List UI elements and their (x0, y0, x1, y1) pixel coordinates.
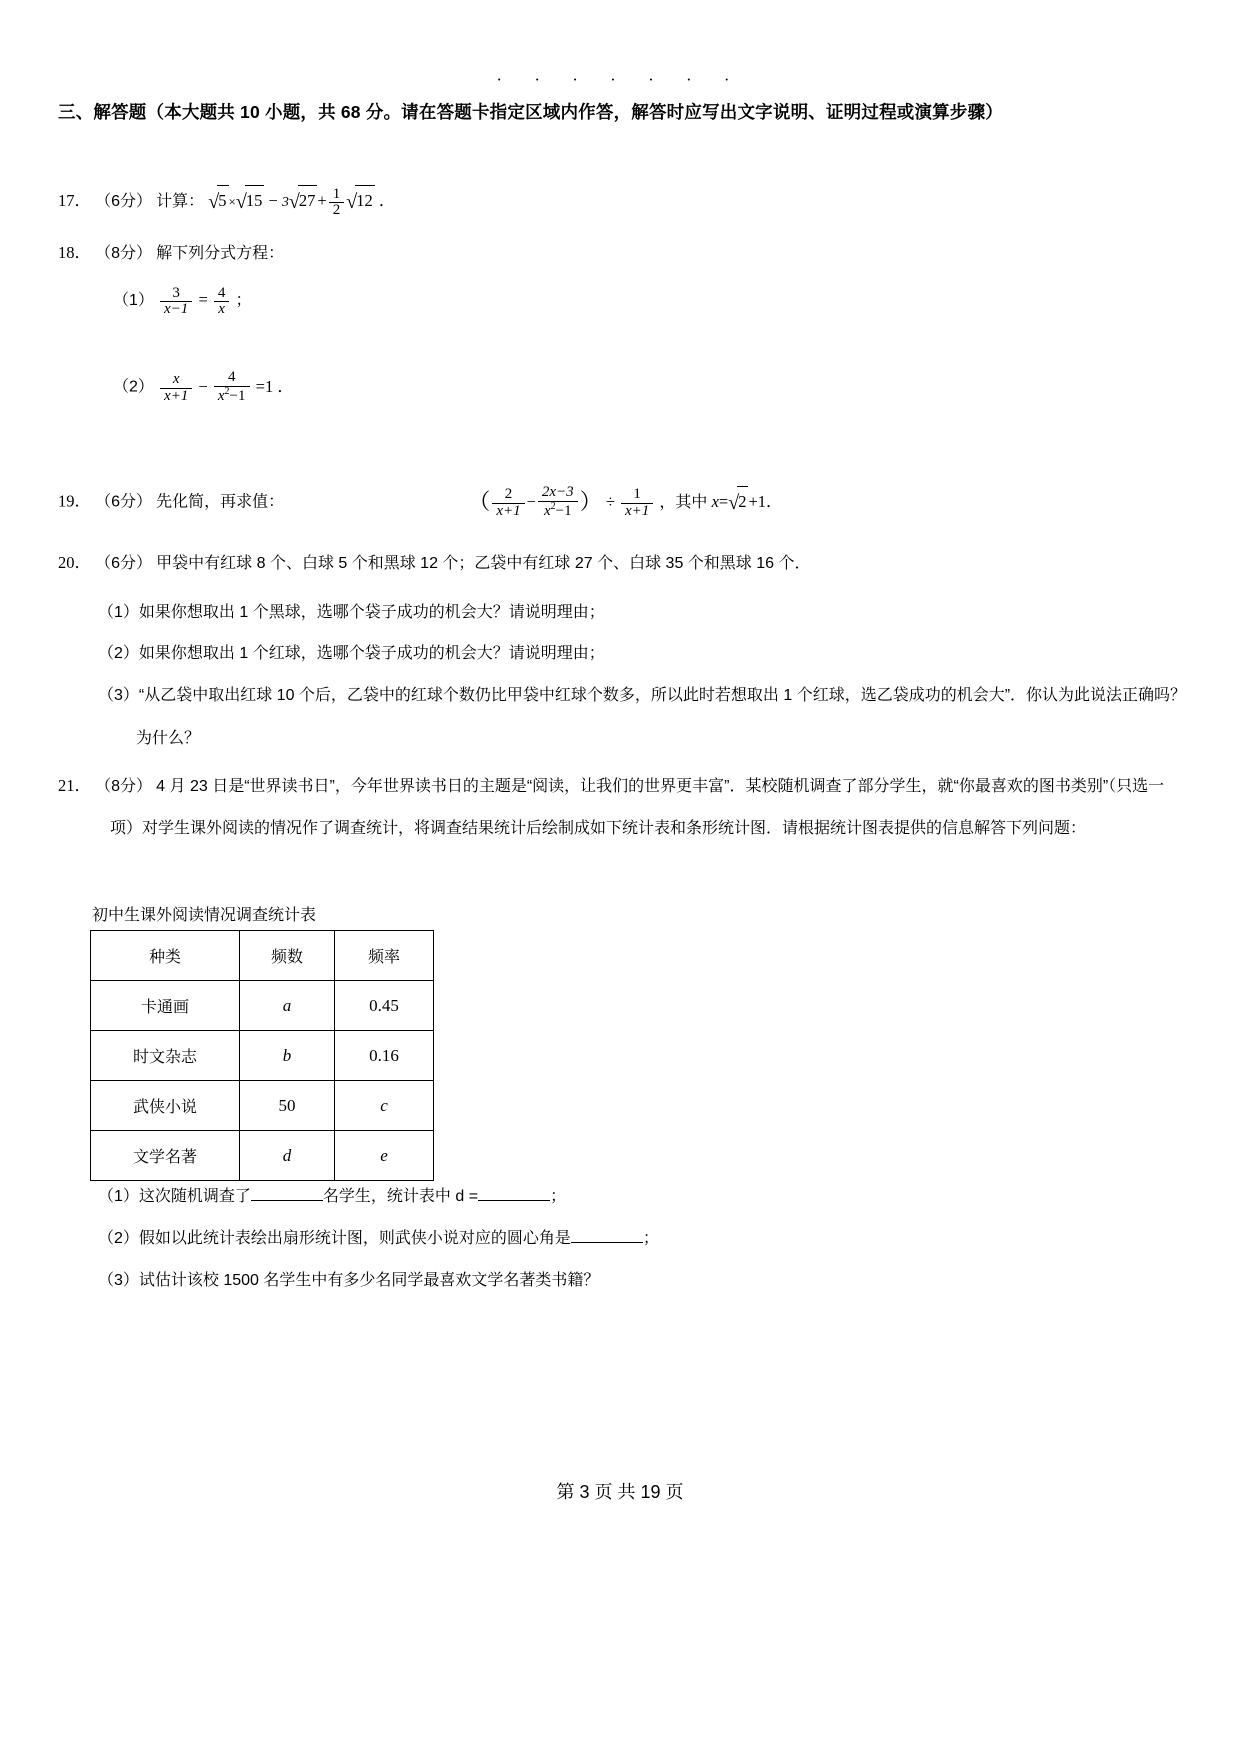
dotted-separator: · · · · · · · (496, 70, 744, 89)
part-text-after: ； (550, 1188, 567, 1205)
fraction-x-over-x-plus-1: $\frac{x}{x+1}$ (160, 372, 192, 405)
fraction-1-over-x-plus-1: $\frac{1}{x+1}$ (621, 487, 653, 520)
cell-frequency: b (240, 1031, 335, 1081)
sqrt-27: √27 (289, 185, 317, 217)
part-label: （3） (98, 1272, 139, 1289)
question-21-points: （8分） (95, 778, 153, 795)
column-header-frequency: 频数 (240, 931, 335, 981)
sqrt-15: √15 (236, 185, 264, 217)
sqrt-12: √12 (346, 185, 374, 217)
fraction-one-half: $\frac{1}{2}$ (329, 187, 345, 220)
question-18-part-2 (113, 370, 873, 405)
question-17-expression: √5 ×√15 − 3√27 + $\frac{1}{2}$ √12 ． (208, 185, 396, 219)
question-21-part-3 (98, 1259, 1198, 1301)
part-text: 试估计该校 1500 名学生中有多少名同学最喜欢文学名著类书籍？ (138, 1272, 600, 1289)
question-20-part-2 (98, 633, 1198, 674)
part-text: 如果你想取出 1 个红球，选哪个袋子成功的机会大？请说明理由； (138, 645, 605, 662)
question-18: 18． （8分） 解下列分式方程： (58, 243, 285, 262)
cell-rate: 0.45 (335, 981, 434, 1031)
answer-blank[interactable] (478, 1200, 550, 1201)
cell-frequency: a (240, 981, 335, 1031)
table-header-row (91, 931, 434, 981)
reading-survey-table (90, 930, 434, 1181)
question-20-part-1 (98, 592, 1198, 633)
equation-18-1: $\frac{3}{x-1}$ = $\frac{4}{x}$ ； (158, 290, 251, 309)
cell-rate: 0.16 (335, 1031, 434, 1081)
question-18-prompt: 解下列分式方程： (156, 245, 285, 262)
part-label: （2） (98, 645, 139, 662)
column-header-rate: 频率 (335, 931, 434, 981)
cell-frequency: d (240, 1131, 335, 1181)
page-footer: 第 3 页 共 19 页 (556, 1482, 684, 1502)
cell-category: 卡通画 (91, 981, 240, 1031)
fraction-2-over-x-plus-1: $\frac{2}{x+1}$ (492, 487, 524, 520)
part-text: 如果你想取出 1 个黑球，选哪个袋子成功的机会大？请说明理由； (138, 604, 605, 621)
question-18-number: 18 (58, 243, 75, 262)
part-text-before: 假如以此统计表绘出扇形统计图，则武侠小说对应的圆心角是 (138, 1230, 571, 1247)
question-20-stem: 甲袋中有红球 8 个、白球 5 个和黑球 12 个；乙袋中有红球 27 个、白球 35 个和黑球 16 个． (156, 555, 811, 572)
question-17-prompt: 计算： (156, 193, 205, 210)
part-text-before: 这次随机调查了 (138, 1188, 251, 1205)
question-18-part-1 (113, 285, 813, 318)
part-text: “从乙袋中取出红球 10 个后，乙袋中的红球个数仍比甲袋中红球个数多，所以此时若想取出 1 个红球，选乙袋成功的机会大”．你认为此说法正确吗？为什么？ (136, 687, 1187, 747)
question-21-part-2 (98, 1217, 1198, 1259)
question-20-part-3 (98, 674, 1198, 760)
question-17: 17． （6分） 计算： √5 ×√15 − 3√27 + $\frac{1}{2}$ √12 ． (58, 185, 396, 219)
section-heading: 三、解答题（本大题共 10 小题，共 68 分。请在答题卡指定区域内作答，解答时应写出文字说明、证明过程或演算步骤） (58, 102, 1003, 122)
table-row (91, 1081, 434, 1131)
cell-rate: c (335, 1081, 434, 1131)
question-21-number: 21 (58, 776, 75, 795)
question-21-parts (98, 1175, 1198, 1301)
cell-category: 武侠小说 (91, 1081, 240, 1131)
question-20-number: 20 (58, 553, 75, 572)
question-20-parts (98, 592, 1198, 760)
question-21: 21． （8分） 4 月 23 日是“世界读书日”，今年世界读书日的主题是“阅读，让我们的世界更丰富”．某校随机调查了部分学生，就“你最喜欢的图书类别”（只选一项）对学生课外阅读的情况作了调查统计，将调查结果统计后绘制成如下统计表和条形统计图．请根据统计图表提供的信息解答下列问题： (58, 776, 1165, 837)
cell-frequency: 50 (240, 1081, 335, 1131)
part-label: （1） (98, 1188, 139, 1205)
question-19-expression: （ $\frac{2}{x+1}$ − $\frac{2x-3}{x^2-1}$ ） ÷ $\frac{1}{x+1}$ ，其中 x=√2 +1． (468, 484, 783, 519)
table-row (91, 1131, 434, 1181)
question-20-points: （6分） (95, 555, 153, 572)
question-19: 19． （6分） 先化简，再求值： （ $\frac{2}{x+1}$ − $\frac{2x-3}{x^2-1}$ ） ÷ $\frac{1}{x+1}$ ，其中 x=√2 +1． (58, 484, 783, 519)
fraction-4-over-x-squared-minus-1: $\frac{4}{x^2-1}$ (214, 370, 250, 405)
question-19-points: （6分） (95, 493, 153, 511)
question-20: 20． （6分） 甲袋中有红球 8 个、白球 5 个和黑球 12 个；乙袋中有红球 27 个、白球 35 个和黑球 16 个． (58, 553, 811, 572)
table-title: 初中生课外阅读情况调查统计表 (92, 907, 317, 924)
question-19-prompt: 先化简，再求值： (156, 493, 285, 511)
sqrt-2: √2 (728, 486, 748, 518)
question-19-number: 19 (58, 491, 75, 511)
question-17-points: （6分） (95, 193, 153, 210)
column-header-category: 种类 (91, 931, 240, 981)
part-label: （2） (98, 1230, 139, 1247)
part-text-after: ； (642, 1230, 659, 1247)
part-label: （3） (98, 687, 139, 704)
part-label: （1） (113, 292, 154, 309)
part-text-mid: 名学生，统计表中 d = (322, 1188, 479, 1205)
part-label: （2） (113, 378, 154, 396)
fraction-4-over-x: $\frac{4}{x}$ (214, 286, 230, 319)
answer-blank[interactable] (571, 1242, 643, 1243)
question-21-stem: 4 月 23 日是“世界读书日”，今年世界读书日的主题是“阅读，让我们的世界更丰富”．某校随机调查了部分学生，就“你最喜欢的图书类别”（只选一项）对学生课外阅读的情况作了调查统计，将调查结果统计后绘制成如下统计表和条形统计图．请根据统计图表提供的信息解答下列问题： (110, 778, 1165, 837)
question-21-part-1 (98, 1175, 1198, 1217)
sqrt-5: √5 (208, 185, 228, 217)
fraction-3-over-x-minus-1: $\frac{3}{x-1}$ (160, 286, 192, 319)
question-18-points: （8分） (95, 245, 153, 262)
cell-category: 文学名著 (91, 1131, 240, 1181)
table-row (91, 981, 434, 1031)
question-17-number: 17 (58, 191, 75, 210)
fraction-2x-minus-3-over-x-squared-minus-1: $\frac{2x-3}{x^2-1}$ (538, 485, 578, 520)
table-row (91, 1031, 434, 1081)
part-label: （1） (98, 604, 139, 621)
answer-blank[interactable] (251, 1200, 323, 1201)
cell-category: 时文杂志 (91, 1031, 240, 1081)
cell-rate: e (335, 1131, 434, 1181)
equation-18-2: $\frac{x}{x+1}$ − $\frac{4}{x^2-1}$ =1 ． (158, 377, 294, 396)
